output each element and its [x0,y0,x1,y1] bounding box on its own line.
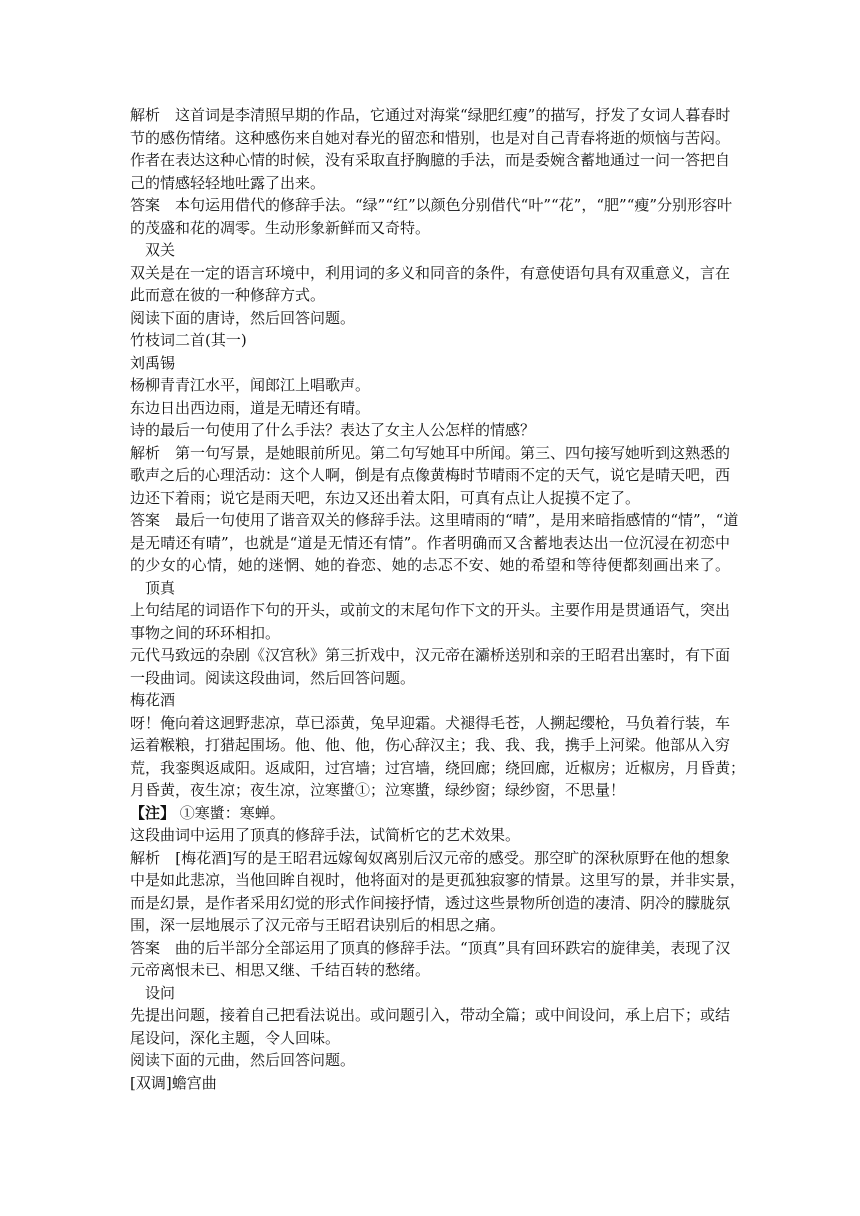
text-line: 解析 第一句写景，是她眼前所见。第二句写她耳中所闻。第三、四句接写她听到这熟悉的 [130,443,731,462]
text-line: 此而意在彼的一种修辞方式。 [130,286,326,304]
text-line: 作者在表达这种心情的时候，没有采取直抒胸臆的手法，而是委婉含蓄地通过一问一答把自 [130,151,731,169]
text-line: 杨柳青青江水平，闻郎江上唱歌声。 [130,376,371,394]
text-line: 月昏黄，夜生凉；夜生凉，泣寒螿①；泣寒螿，绿纱窗；绿纱窗，不思量！ [130,781,626,799]
text-line: 解析 这首词是李清照早期的作品，它通过对海棠“绿肥红瘦”的描写，抒发了女词人暮春时 [130,106,731,124]
text-line: 竹枝词二首(其一) [130,331,247,349]
text-line: 而是幻景，是作者采用幻觉的形式作间接抒情，透过这些景物所创造的凄清、阴冷的朦胧氛 [130,893,731,912]
text-line: 运着糇粮，打猎起围场。他、他、他，伤心辞汉主；我、我、我，携手上河梁。他部从入穷 [130,736,731,754]
footnote-text: ①寒螿：寒蝉。 [175,803,285,822]
footnote-line [130,802,730,825]
text-line: 中是如此悲凉，当他回眸自视时，他将面对的是更孤独寂寥的情景。这里写的景，并非实景， [130,871,746,889]
text-line: 阅读下面的唐诗，然后回答问题。 [130,308,356,327]
text-line: 荒，我銮舆返咸阳。返咸阳，过宫墙；过宫墙，绕回廊；绕回廊，近椒房；近椒房，月昏黄； [130,758,746,777]
text-line: 上句结尾的词语作下句的开头，或前文的末尾句作下文的开头。主要作用是贯通语气，突出 [130,601,731,619]
text-line: 双关是在一定的语言环境中，利用词的多义和同音的条件，有意使语句具有双重意义，言在 [130,263,731,282]
text-line: 边还下着雨；说它是雨天吧，东边又还出着太阳，可真有点让人捉摸不定了。 [130,488,641,507]
text-line: 东边日出西边雨，道是无晴还有晴。 [130,398,371,417]
text-line: 是无晴还有晴”，也就是“道是无情还有情”。作者明确而又含蓄地表达出一位沉浸在初恋中 [130,533,730,552]
text-line: 诗的最后一句使用了什么手法？表达了女主人公怎样的情感？ [130,421,536,439]
text-line: 己的情感轻轻地吐露了出来。 [130,173,326,192]
text-line: 刘禹锡 [130,353,176,372]
text-line: 答案 本句运用借代的修辞手法。“绿”“红”以颜色分别借代“叶”“花”，“肥”“瘦”分别形容叶 [130,196,733,214]
text-line: 事物之间的环环相扣。 [130,623,281,642]
text-line: 这段曲词中运用了顶真的修辞手法，试简析它的艺术效果。 [130,826,521,844]
text-line: 设问 [145,983,176,1002]
text-line: 元代马致远的杂剧《汉宫秋》第三折戏中，汉元帝在灞桥送别和亲的王昭君出塞时，有下面 [130,646,731,664]
document-body [130,104,746,1094]
text-line: 围，深一层地展示了汉元帝与王昭君诀别后的相思之痛。 [130,916,506,934]
text-line: 梅花酒 [130,691,176,709]
text-line: 呀！俺向着这迥野悲凉，草已添黄，兔早迎霜。犬褪得毛苍，人搠起缨枪，马负着行装，车 [130,713,731,732]
text-line: 解析 [梅花酒]写的是王昭君远嫁匈奴离别后汉元帝的感受。那空旷的深秋原野在他的想象 [130,848,730,867]
text-line: 答案 曲的后半部分全部运用了顶真的修辞手法。“顶真”具有回环跌宕的旋律美，表现了汉 [130,938,731,957]
text-line: 尾设问，深化主题，令人回味。 [130,1028,341,1047]
text-line: 双关 [145,241,176,259]
text-line: 一段曲词。阅读这段曲词，然后回答问题。 [130,668,416,687]
text-line: 的茂盛和花的凋零。生动形象新鲜而又奇特。 [130,218,431,237]
text-line: 歌声之后的心理活动：这个人啊，倒是有点像黄梅时节晴雨不定的天气，说它是晴天吧，西 [130,466,731,484]
text-line: 顶真 [145,578,176,597]
text-line: 节的感伤情绪。这种感伤来自她对春光的留恋和惜别，也是对自己青春将逝的烦恼与苦闷。 [130,128,731,147]
text-line: 元帝离恨未已、相思又继、千结百转的愁绪。 [130,961,431,979]
text-line: 答案 最后一句使用了谐音双关的修辞手法。这里晴雨的“晴”，是用来暗指感情的“情”，“道 [130,511,739,529]
text-line: 阅读下面的元曲，然后回答问题。 [130,1051,356,1069]
text-line: [双调]蟾宫曲 [130,1073,217,1092]
text-line: 的少女的心情，她的迷惘、她的眷恋、她的忐忑不安、她的希望和等待便都刻画出来了。 [130,556,730,574]
text-line: 先提出问题，接着自己把看法说出。或问题引入，带动全篇；或中间设问，承上启下；或结 [130,1006,731,1024]
footnote-marker: 【注】 [130,803,176,822]
